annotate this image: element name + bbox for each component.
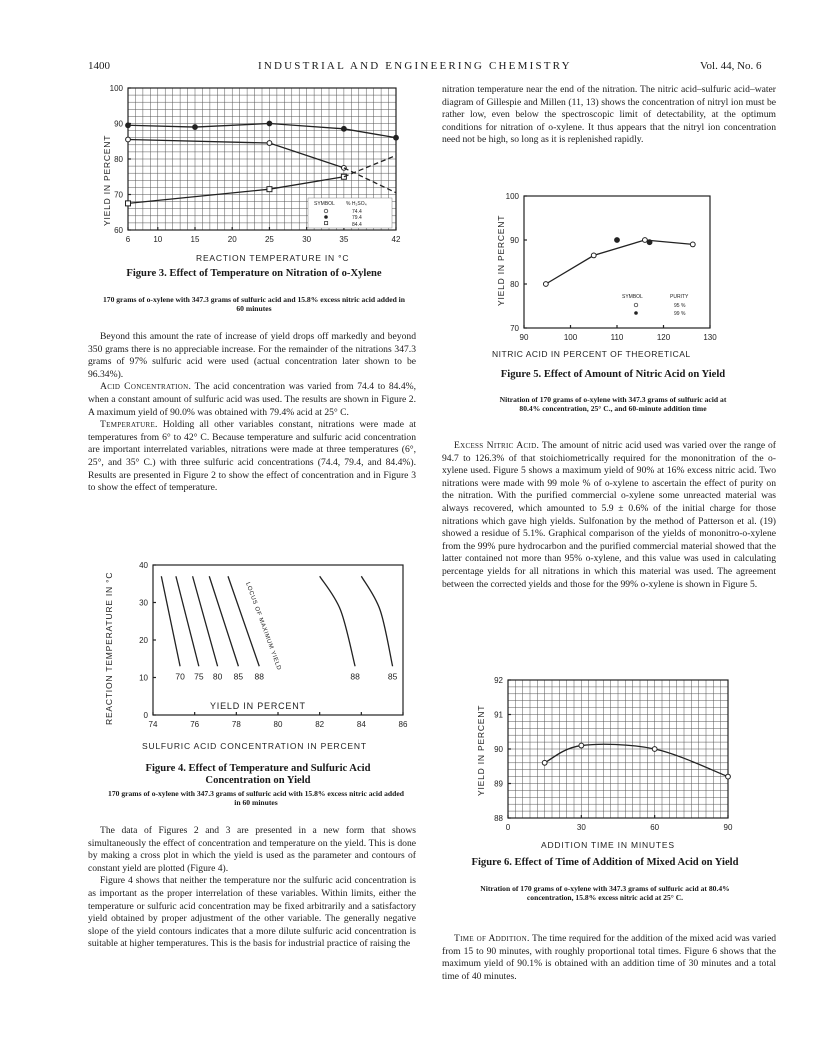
y-tick-label: 60 [114, 226, 123, 235]
page-number: 1400 [88, 60, 110, 72]
x-tick-label: 78 [231, 720, 241, 729]
fig3-xlabel: REACTION TEMPERATURE IN °C [196, 253, 350, 263]
data-point [126, 137, 131, 142]
fig4-inner-label: YIELD IN PERCENT [210, 701, 306, 711]
svg-text:PURITY: PURITY [670, 294, 689, 300]
svg-text:84.4: 84.4 [352, 222, 362, 228]
x-tick-label: 90 [723, 823, 733, 832]
x-tick-label: 42 [391, 235, 401, 244]
y-tick-label: 100 [505, 192, 519, 201]
x-tick-label: 90 [519, 333, 529, 342]
figure-3-chart [98, 80, 410, 263]
data-point [543, 282, 548, 287]
paragraph: nitration temperature near the end of the nitration. The nitric acid–sulfuric acid–water diagram of Gillespie and Millen (11, 13) shows the concentration of nitryl ion must be rather low, even below the spectroscopic limit of detectability, at the optimum conditions for nitration of o-xylene. It thus appears that the nitryl ion concentration need not be high, so long as it is replenished rapidly. [442, 84, 776, 146]
series-line [228, 576, 259, 666]
right-column-top [442, 84, 776, 147]
contour-label: 70 [175, 671, 185, 682]
data-point [652, 747, 657, 752]
figure-6-chart [470, 674, 760, 852]
y-tick-label: 80 [114, 155, 123, 164]
x-tick-label: 76 [190, 720, 200, 729]
right-column-bottom [442, 933, 776, 983]
y-tick-label: 20 [139, 636, 148, 645]
y-tick-label: 30 [139, 598, 148, 608]
data-point [394, 135, 399, 140]
series-line [546, 240, 693, 284]
x-tick-label: 10 [153, 235, 163, 244]
series-line [320, 576, 355, 666]
y-tick-label: 40 [139, 561, 148, 570]
paragraph-time-of-addition: Time of Addition. The time required for the addition of the mixed acid was varied from 15 to 90 minutes, with roughly proportional total times. Figure 6 shows that the maximum yield of 90.1% is obtained with an addition time of 30 minutes and a total time of 40 minutes. [442, 933, 776, 982]
contour-label: 88 [254, 671, 264, 682]
y-tick-label: 70 [510, 324, 519, 333]
data-point [126, 201, 131, 206]
left-column-bottom [88, 825, 416, 951]
paragraph: Figure 4 shows that neither the temperature nor the sulfuric acid concentration is as important as the proper interrelation of these variables. Within limits, either the temperature or sulfuric acid concentration may be fixed arbitrarily and a satisfactory yield obtained by proper adjustment of the other variable. The generally negative slope of the yield contours indicates that a more dilute sulfuric acid concentration is suitable at higher temperatures. This is the basis for industrial practice of raising the [88, 875, 416, 950]
data-point [126, 123, 131, 128]
svg-text:SYMBOL: SYMBOL [622, 294, 643, 300]
right-column-middle [442, 440, 776, 591]
y-tick-label: 0 [143, 711, 148, 720]
x-tick-label: 0 [505, 823, 511, 832]
fig3-subcaption: 170 grams of o-xylene with 347.3 grams of sulfuric acid and 15.8% excess nitric acid added in 60 minutes [102, 295, 406, 313]
data-point [591, 253, 596, 258]
series-line [161, 576, 180, 666]
y-tick-label: 89 [494, 779, 503, 789]
fig3-caption: Figure 3. Effect of Temperature on Nitration of o-Xylene [126, 268, 382, 279]
fig5-xlabel: NITRIC ACID IN PERCENT OF THEORETICAL [492, 349, 691, 359]
y-tick-label: 100 [109, 84, 123, 93]
paragraph-acid-concentration: Acid Concentration. The acid concentration was varied from 74.4 to 84.4%, when a constant amount of sulfuric acid was used. The results are shown in Figure 2. A maximum yield of 90.0% was obtained with 79.4% acid at 25° C. [88, 381, 417, 418]
fig4-locus-label: LOCUS OF MAXIMUM YIELD [244, 581, 282, 672]
svg-text:95 %: 95 % [674, 303, 686, 309]
figure-4-chart [98, 555, 410, 757]
paragraph-temperature: Temperature. Holding all other variables constant, nitrations were made at temperatures from 6° to 42° C. Because temperature and sulfuric acid concentration are important interrelated variables, nitrations were made at three temperatures (6°, 25°, and 35° C.) with three sulfuric acid concentrations (74.4, 79.4, and 84.4%). Results are presented in Figure 2 to show the effect of concentration and in Figure 3 to show the effect of temperature. [88, 419, 416, 494]
y-tick-label: 90 [494, 745, 503, 754]
x-tick-label: 30 [576, 823, 586, 832]
x-tick-label: 35 [339, 235, 349, 244]
data-point [726, 774, 731, 779]
contour-label: 85 [233, 671, 244, 682]
x-tick-label: 80 [273, 720, 283, 729]
fig6-ylabel: YIELD IN PERCENT [476, 704, 486, 796]
x-tick-label: 30 [302, 235, 312, 244]
paragraph-excess-nitric-acid: Excess Nitric Acid. The amount of nitric acid used was varied over the range of 94.7 to 126.3% of that stoichiometrically required for the mononitration of the o-xylene used. Figure 5 shows a maximum yield of 90% at 16% excess nitric acid. Two nitrations were made with 99 mole % of o-xylene to ascertain the effect of purity on the nitration. With the purified commercial o-xylene some unreacted material was always recovered, which amounted to 5.9 ± 0.6% of the initial charge for those nitrations which gave high yields. Sulfonation by the method of Patterson et al. (19) showed a residue of 5.1%. Graphical comparison of the yields of mononitro-o-xylene from the 99% pure hydrocarbon and the purified commercial material showed that the latter contained not more than 95% o-xylene, and this value was used in calculating percentage yields for all nitrations in which this material was used. The agreement between the corrected yields and those for the 99% o-xylene is shown in Figure 5. [442, 440, 776, 590]
data-point [193, 125, 198, 130]
fig4-caption: Figure 4. Effect of Temperature and Sulfuric Acid Concentration on Yield [145, 763, 371, 786]
svg-text:74.4: 74.4 [352, 209, 362, 215]
x-tick-label: 110 [610, 333, 624, 342]
figure-5-chart [490, 192, 730, 360]
series-line [128, 139, 344, 167]
fig4-ylabel: REACTION TEMPERATURE IN °C [104, 571, 114, 725]
x-tick-label: 120 [656, 333, 671, 342]
data-point [267, 141, 272, 146]
y-tick-label: 92 [494, 676, 503, 685]
volume-info: Vol. 44, No. 6 [700, 60, 762, 72]
fig6-subcaption: Nitration of 170 grams of o-xylene with 347.3 grams of sulfuric acid at 80.4% concentration, 15.8% excess nitric acid at 25° C. [480, 884, 730, 902]
data-point [341, 126, 346, 131]
x-tick-label: 60 [650, 823, 660, 832]
contour-label: 75 [194, 671, 204, 682]
x-tick-label: 100 [563, 333, 578, 342]
x-tick-label: 130 [703, 333, 717, 342]
fig6-xlabel: ADDITION TIME IN MINUTES [541, 840, 675, 850]
x-tick-label: 15 [190, 235, 200, 244]
paragraph: Beyond this amount the rate of increase of yield drops off markedly and beyond 350 grams there is no appreciable increase. For the remainder of the nitrations 347.3 grams of 97% sulfuric acid were used (actual concentration later shown to be 96.34%). [88, 331, 416, 380]
contour-label: 80 [212, 671, 223, 682]
x-tick-label: 84 [356, 720, 366, 729]
fig4-xlabel: SULFURIC ACID CONCENTRATION IN PERCENT [142, 741, 367, 751]
data-point [267, 121, 272, 126]
left-column-top [88, 331, 416, 495]
svg-text:% H₂SO₄: % H₂SO₄ [346, 201, 367, 207]
x-tick-label: 20 [227, 235, 237, 244]
data-point [690, 242, 695, 247]
series-line [176, 576, 199, 666]
data-point [643, 238, 648, 243]
journal-title: INDUSTRIAL AND ENGINEERING CHEMISTRY [258, 60, 572, 72]
fig5-subcaption: Nitration of 170 grams of o-xylene with 347.3 grams of sulfuric acid at 80.4% concentration, 25° C., and 60-minute addition time [499, 395, 727, 413]
x-tick-label: 6 [125, 235, 131, 244]
fig4-subcaption: 170 grams of o-xylene with 347.3 grams of sulfuric acid with 15.8% excess nitric acid added in 60 minutes [108, 789, 404, 807]
y-tick-label: 88 [494, 814, 503, 823]
contour-label: 88 [350, 671, 360, 682]
data-point [647, 240, 652, 245]
fig5-caption: Figure 5. Effect of Amount of Nitric Acid on Yield [500, 369, 726, 380]
x-tick-label: 25 [264, 235, 274, 244]
fig5-legend [622, 294, 689, 317]
fig3-ylabel: YIELD IN PERCENT [102, 134, 112, 226]
contour-label: 85 [387, 671, 398, 682]
fig5-ylabel: YIELD IN PERCENT [496, 214, 506, 306]
x-tick-label: 82 [315, 720, 325, 729]
x-tick-label: 74 [148, 720, 158, 729]
svg-text:99 %: 99 % [674, 311, 686, 317]
data-point [615, 238, 620, 243]
y-tick-label: 80 [510, 280, 519, 289]
y-tick-label: 90 [510, 236, 519, 245]
y-tick-label: 70 [114, 190, 123, 200]
svg-text:SYMBOL: SYMBOL [314, 201, 335, 207]
y-tick-label: 90 [114, 119, 123, 129]
fig6-caption: Figure 6. Effect of Time of Addition of Mixed Acid on Yield [471, 857, 739, 868]
data-point [579, 743, 584, 748]
data-point [267, 187, 272, 192]
svg-text:79.4: 79.4 [352, 215, 362, 221]
data-point [542, 760, 547, 765]
y-tick-label: 91 [494, 710, 503, 720]
paragraph: The data of Figures 2 and 3 are presented in a new form that shows simultaneously the effect of concentration and temperature on the yield. This is done by making a cross plot in which the yield is used as the parameter and contours of constant yield are plotted (Figure 4). [88, 825, 416, 874]
y-tick-label: 10 [139, 673, 148, 683]
fig3-legend [308, 198, 392, 228]
x-tick-label: 86 [398, 720, 408, 729]
series-line [361, 576, 392, 666]
